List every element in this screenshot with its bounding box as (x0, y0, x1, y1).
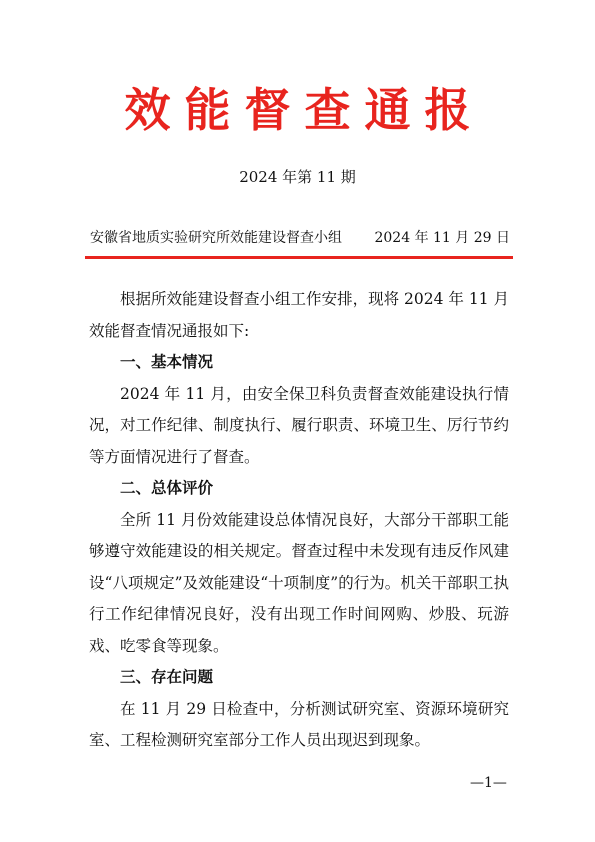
page-number: —1— (470, 775, 507, 791)
intro-paragraph: 根据所效能建设督查小组工作安排，现将 2024 年 11 月效能督查情况通报如下: (89, 290, 509, 340)
issue-number: 2024 年第 11 期 (239, 168, 356, 186)
section-heading: 二、总体评价 (120, 479, 214, 497)
document-body (89, 284, 509, 757)
section-paragraph: 2024 年 11 月，由安全保卫科负责督查效能建设执行情况，对工作纪律、制度执行、履行职责、环境卫生、厉行节约等方面情况进行了督查。 (89, 384, 509, 466)
section-heading: 三、存在问题 (120, 668, 214, 686)
red-divider (85, 256, 513, 259)
masthead-title: 效能督查通报 (124, 83, 485, 137)
issuer-name: 安徽省地质实验研究所效能建设督查小组 (90, 230, 342, 246)
section-heading: 一、基本情况 (120, 353, 214, 371)
issue-date: 2024 年 11 月 29 日 (374, 230, 510, 246)
section-paragraph: 全所 11 月份效能建设总体情况良好，大部分干部职工能够遵守效能建设的相关规定。督查过程中未发现有违反作风建设“八项规定”及效能建设“十项制度”的行为。机关干部职工执行工作纪律情况良好，没有出现工作时间网购、炒股、玩游戏、吃零食等现象。 (89, 510, 509, 655)
section-paragraph: 在 11 月 29 日检查中，分析测试研究室、资源环境研究室、工程检测研究室部分工作人员出现迟到现象。 (89, 699, 509, 749)
